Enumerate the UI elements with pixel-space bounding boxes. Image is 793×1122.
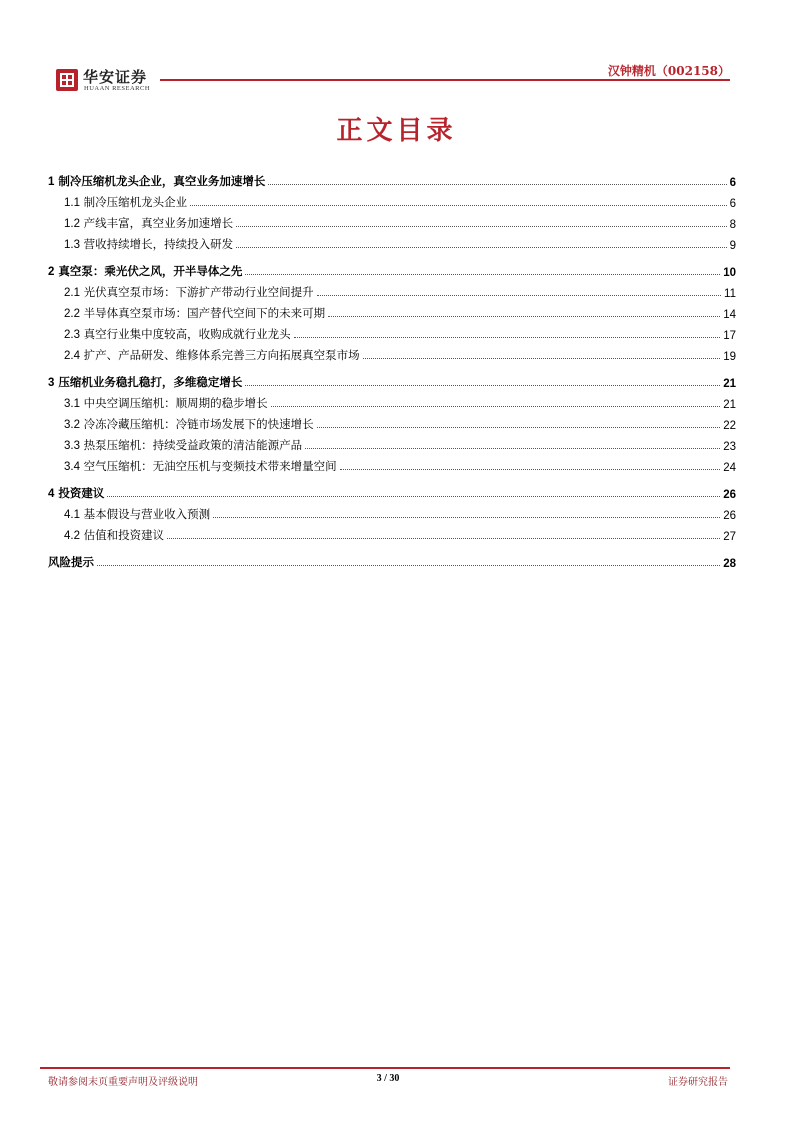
toc-page-number: 26 [723,510,736,522]
toc-entry-title [64,236,233,252]
toc-subsection-entry[interactable] [48,231,736,252]
toc-subsection-entry[interactable] [48,522,736,543]
toc-entry-title [64,194,187,210]
page-footer [48,1073,728,1089]
toc-dot-leader [317,295,721,296]
toc-entry-text: 中央空调压缩机：顺周期的稳步增长 [80,396,268,410]
toc-dot-leader [245,274,720,275]
toc-entry-title [64,527,164,543]
toc-entry-title [64,284,314,300]
toc-entry-text: 真空行业集中度较高，收购成就行业龙头 [80,327,291,341]
header-divider [160,79,730,81]
toc-dot-leader [268,184,726,185]
toc-entry-text: 基本假设与营业收入预测 [80,507,211,521]
toc-subsection-entry[interactable] [48,432,736,453]
toc-page-number: 28 [723,558,736,570]
toc-subsection-entry[interactable] [48,411,736,432]
toc-entry-title [64,215,233,231]
toc-entry-title [64,458,337,474]
toc-page-number: 24 [723,462,736,474]
toc-section-entry[interactable] [48,549,736,570]
report-type: 证券研究报告 [668,1077,728,1088]
toc-entry-title [48,554,94,570]
toc-entry-number: 3 [48,377,55,389]
toc-dot-leader [236,226,726,227]
toc-dot-leader [340,469,721,470]
toc-subsection-entry[interactable] [48,321,736,342]
toc-entry-text: 营收持续增长，持续投入研发 [80,237,234,251]
logo-name-cn: 华安证券 [83,68,148,86]
toc-entry-title [64,395,268,411]
toc-subsection-entry[interactable] [48,189,736,210]
toc-dot-leader [213,517,720,518]
toc-dot-leader [236,247,726,248]
toc-entry-text: 空气压缩机：无油空压机与变频技术带来增量空间 [80,459,337,473]
toc-entry-number: 4.2 [64,530,80,542]
toc-page-number: 9 [729,240,736,252]
toc-entry-number: 1.2 [64,218,80,230]
toc-dot-leader [245,385,720,386]
toc-entry-number: 2.1 [64,287,80,299]
toc-page-number: 23 [723,441,736,453]
toc-entry-title [64,305,325,321]
toc-entry-number: 3.1 [64,398,80,410]
toc-section-entry[interactable] [48,168,736,189]
toc-entry-title [48,485,104,501]
toc-dot-leader [97,565,720,566]
toc-entry-title [64,416,314,432]
toc-dot-leader [328,316,720,317]
toc-dot-leader [167,538,720,539]
page-header [40,58,730,98]
toc-entry-text: 估值和投资建议 [80,528,165,542]
toc-section-entry[interactable] [48,258,736,279]
toc-entry-number: 2.3 [64,329,80,341]
page-number: 3 / 30 [376,1073,400,1084]
toc-entry-title [48,374,242,390]
toc-page-number: 21 [723,399,736,411]
toc-page-number: 6 [729,198,736,210]
toc-entry-text: 风险提示 [48,555,94,569]
toc-section-entry[interactable] [48,480,736,501]
toc-section-entry[interactable] [48,369,736,390]
toc-entry-number: 1.1 [64,197,80,209]
toc-dot-leader [190,205,726,206]
toc-page-number: 21 [723,378,736,390]
toc-entry-number: 3.4 [64,461,80,473]
toc-entry-number: 3.3 [64,440,80,452]
toc-entry-text: 产线丰富，真空业务加速增长 [80,216,234,230]
toc-page-number: 17 [723,330,736,342]
toc-dot-leader [317,427,721,428]
toc-page-number: 6 [729,177,736,189]
toc-entry-number: 1.3 [64,239,80,251]
toc-entry-text: 投资建议 [54,486,105,500]
toc-entry-text: 制冷压缩机龙头企业，真空业务加速增长 [54,174,266,188]
toc-entry-title [48,263,242,279]
table-of-contents [48,168,736,570]
toc-subsection-entry[interactable] [48,501,736,522]
toc-page-number: 8 [729,219,736,231]
toc-subsection-entry[interactable] [48,390,736,411]
toc-page-number: 11 [724,288,736,300]
toc-entry-number: 4.1 [64,509,80,521]
toc-entry-text: 半导体真空泵市场：国产替代空间下的未来可期 [80,306,326,320]
toc-entry-text: 制冷压缩机龙头企业 [80,195,188,209]
toc-dot-leader [363,358,721,359]
toc-entry-title [64,506,210,522]
toc-entry-number: 3.2 [64,419,80,431]
toc-entry-number: 4 [48,488,55,500]
toc-entry-text: 光伏真空泵市场：下游扩产带动行业空间提升 [80,285,314,299]
toc-dot-leader [107,496,720,497]
toc-dot-leader [305,448,720,449]
toc-subsection-entry[interactable] [48,342,736,363]
toc-page-number: 27 [723,531,736,543]
toc-page-number: 14 [723,309,736,321]
footer-divider [40,1067,730,1069]
toc-subsection-entry[interactable] [48,453,736,474]
toc-entry-title [64,437,302,453]
toc-page-number: 10 [723,267,736,279]
huaan-logo-icon [56,69,78,91]
toc-entry-number: 1 [48,176,55,188]
toc-entry-title [64,326,291,342]
toc-subsection-entry[interactable] [48,300,736,321]
toc-page-number: 26 [723,489,736,501]
page-title: 正文目录 [336,116,457,146]
toc-entry-text: 热泵压缩机：持续受益政策的清洁能源产品 [80,438,303,452]
toc-entry-title [64,347,360,363]
toc-entry-text: 压缩机业务稳扎稳打，多维稳定增长 [54,375,243,389]
disclaimer-note: 敬请参阅末页重要声明及评级说明 [48,1077,198,1088]
toc-entry-text: 真空泵：乘光伏之风，开半导体之先 [54,264,243,278]
toc-entry-text: 扩产、产品研发、维修体系完善三方向拓展真空泵市场 [80,348,360,362]
logo-name-en: HUAAN RESEARCH [84,85,151,92]
toc-page-number: 22 [723,420,736,432]
toc-entry-number: 2.4 [64,350,80,362]
toc-entry-number: 2.2 [64,308,80,320]
company-ticker: 汉钟精机（002158） [607,64,730,78]
toc-entry-number: 2 [48,266,55,278]
toc-dot-leader [294,337,721,338]
toc-entry-text: 冷冻冷藏压缩机：冷链市场发展下的快速增长 [80,417,314,431]
toc-subsection-entry[interactable] [48,210,736,231]
toc-page-number: 19 [723,351,736,363]
toc-entry-title [48,173,265,189]
toc-dot-leader [271,406,721,407]
toc-subsection-entry[interactable] [48,279,736,300]
